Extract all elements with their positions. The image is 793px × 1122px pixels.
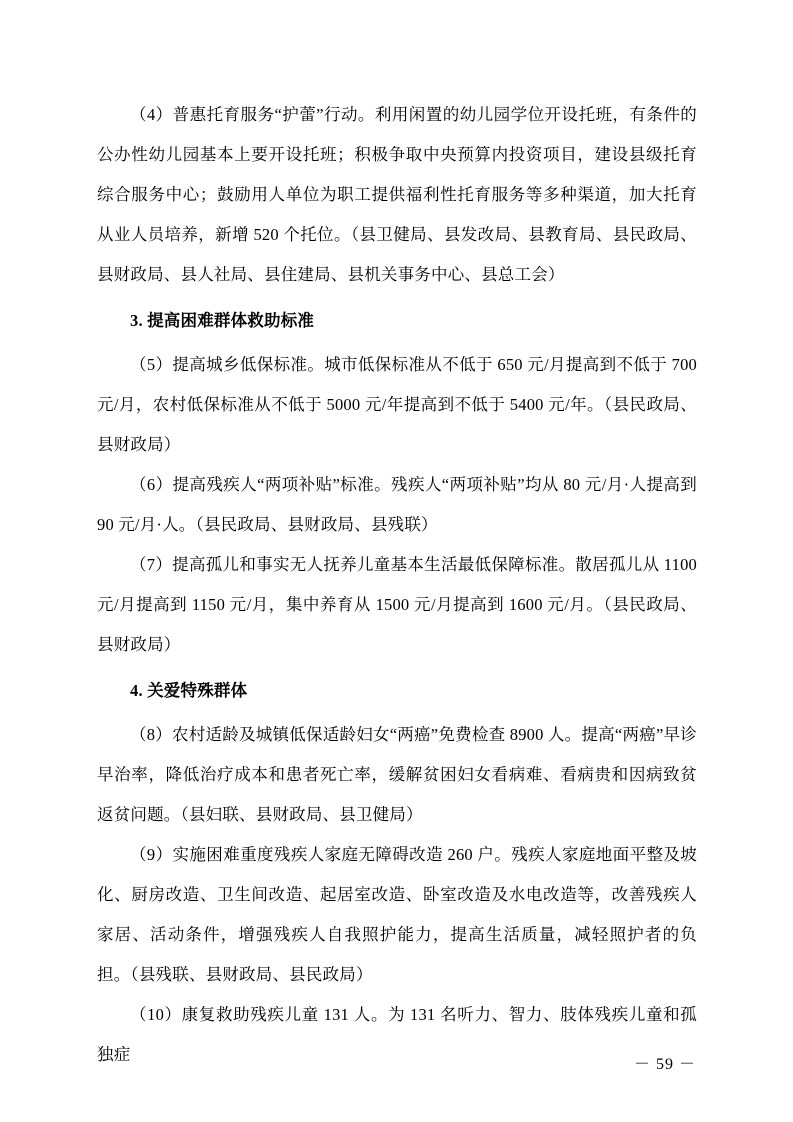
paragraph-item-8: （8）农村适龄及城镇低保适龄妇女“两癌”免费检查 8900 人。提高“两癌”早诊早治率，降低治疗成本和患者死亡率，缓解贫困妇女看病难、看病贵和因病致贫返贫问题。（县妇联、县财政局、县卫健局） (97, 725, 697, 824)
page-number: － 59 － (633, 1056, 696, 1073)
paragraph-item-7: （7）提高孤儿和事实无人抚养儿童基本生活最低保障标准。散居孤儿从 1100 元/月提高到 1150 元/月，集中养育从 1500 元/月提高到 1600 元/月。（县民政局、县财政局） (97, 555, 697, 654)
paragraph-item-5: （5）提高城乡低保标准。城市低保标准从不低于 650 元/月提高到不低于 700 元/月，农村低保标准从不低于 5000 元/年提高到不低于 5400 元/年。（县民政局、县财政局） (97, 355, 697, 454)
section-heading-4: 4. 关爱特殊群体 (130, 681, 248, 700)
paragraph-item-9: （9）实施困难重度残疾人家庭无障碍改造 260 户。残疾人家庭地面平整及坡化、厨房改造、卫生间改造、起居室改造、卧室改造及水电改造等，改善残疾人家居、活动条件，增强残疾人自我照护能力，提高生活质量，减轻照护者的负担。（县残联、县财政局、县民政局） (97, 845, 697, 984)
paragraph-item-10: （10）康复救助残疾儿童 131 人。为 131 名听力、智力、肢体残疾儿童和孤独症 (97, 1005, 697, 1064)
section-heading-3: 3. 提高困难群体救助标准 (130, 311, 315, 330)
page-body (97, 95, 697, 1075)
paragraph-item-6: （6）提高残疾人“两项补贴”标准。残疾人“两项补贴”均从 80 元/月·人提高到 90 元/月·人。（县民政局、县财政局、县残联） (97, 475, 697, 534)
paragraph-item-4: （4）普惠托育服务“护蕾”行动。利用闲置的幼儿园学位开设托班，有条件的公办性幼儿园基本上要开设托班；积极争取中央预算内投资项目，建设县级托育综合服务中心；鼓励用人单位为职工提供福利性托育服务等多种渠道，加大托育从业人员培养，新增 520 个托位。（县卫健局、县发改局、县教育局、县民政局、县财政局、县人社局、县住建局、县机关事务中心、县总工会） (97, 105, 697, 284)
